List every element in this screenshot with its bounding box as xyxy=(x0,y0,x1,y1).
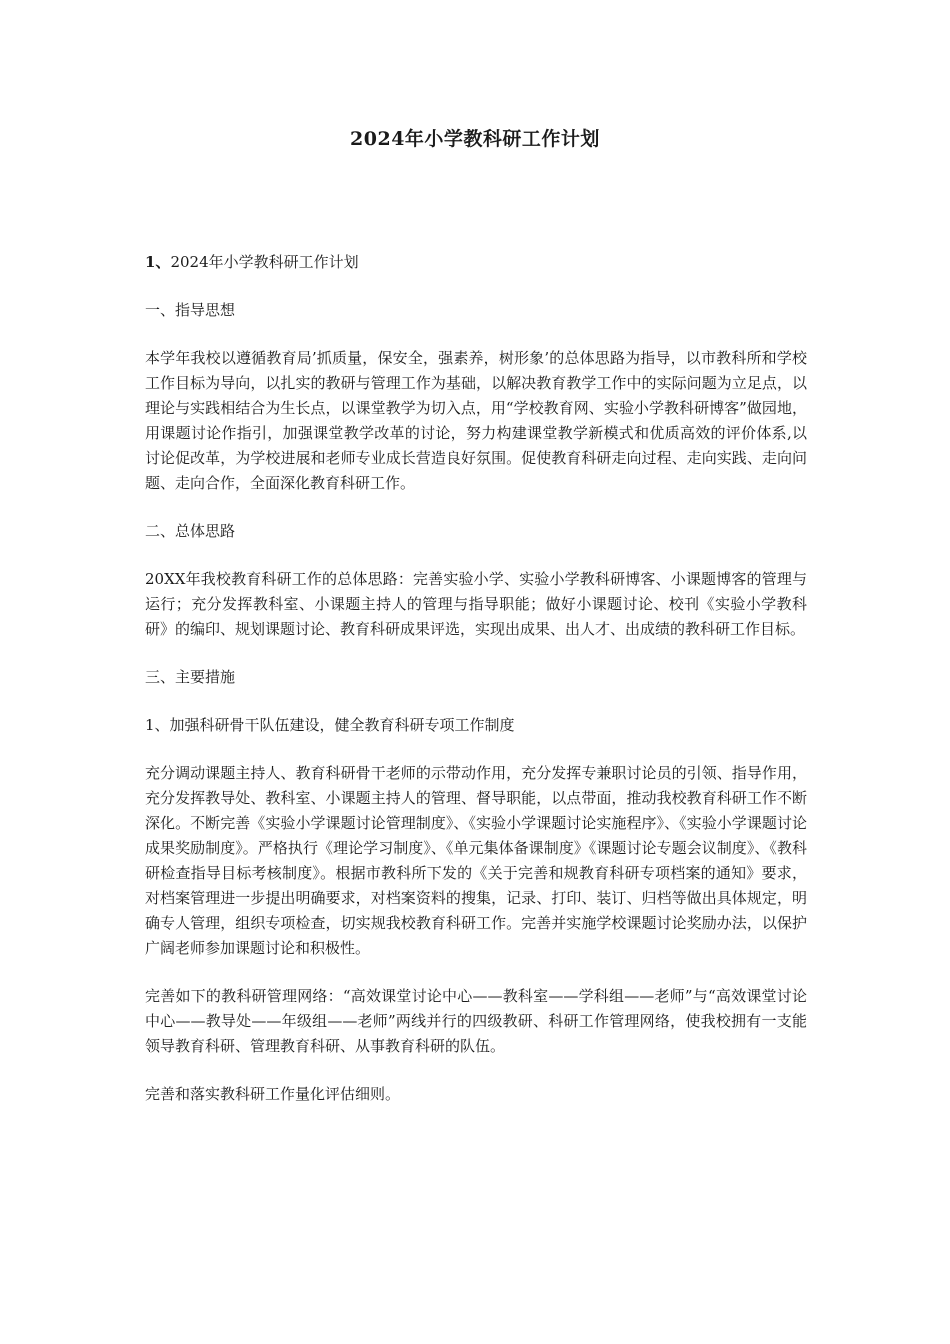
item-title: 2024年小学教科研工作计划 xyxy=(170,253,359,271)
paragraph-guiding-ideology: 本学年我校以遵循教育局’抓质量，保安全，强素养，树形象’的总体思路为指导，以市教科所和学校工作目标为导向，以扎实的教研与管理工作为基础，以解决教育教学工作中的实际问题为立足点，以理论与实践相结合为生长点，以课堂教学为切入点，用“学校教育网、实验小学教科研博客”做园地，用课题讨论作指引，加强课堂教学改革的讨论，努力构建课堂教学新模式和优质高效的评价体系,以讨论促改革，为学校进展和老师专业成长营造良好氛围。促使教育科研走向过程、走向实践、走向问题、走向合作，全面深化教育科研工作。 xyxy=(145,349,807,492)
subsection-heading-team-building: 1、加强科研骨干队伍建设，健全教育科研专项工作制度 xyxy=(145,716,515,734)
item-number: 1、 xyxy=(145,253,171,271)
item-heading xyxy=(145,250,807,275)
paragraph-management-network: 完善如下的教科研管理网络：“高效课堂讨论中心——教科室——学科组——老师”与“高效课堂讨论中心——教导处——年级组——老师”两线并行的四级教研、科研工作管理网络，使我校拥有一支能领导教育科研、管理教育科研、从事教育科研的队伍。 xyxy=(145,987,807,1055)
paragraph-evaluation-rules: 完善和落实教科研工作量化评估细则。 xyxy=(145,1085,401,1103)
section-heading-overall-approach: 二、总体思路 xyxy=(145,522,236,540)
document-body xyxy=(145,250,807,1130)
paragraph-team-building: 充分调动课题主持人、教育科研骨干老师的示带动作用，充分发挥专兼职讨论员的引领、指导作用，充分发挥教导处、教科室、小课题主持人的管理、督导职能，以点带面，推动我校教育科研工作不断深化。不断完善《实验小学课题讨论管理制度》、《实验小学课题讨论实施程序》、《实验小学课题讨论成果奖励制度》。严格执行《理论学习制度》、《单元集体备课制度》《课题讨论专题会议制度》、《教科研检查指导目标考核制度》。根据市教科所下发的《关于完善和规教育科研专项档案的通知》要求，对档案管理进一步提出明确要求，对档案资料的搜集，记录、打印、装订、归档等做出具体规定，明确专人管理，组织专项检查，切实规我校教育科研工作。完善并实施学校课题讨论奖励办法，以保护广阔老师参加课题讨论和积极性。 xyxy=(145,764,807,957)
document-title: 2024年小学教科研工作计划 xyxy=(350,128,600,150)
paragraph-overall-approach: 20XX年我校教育科研工作的总体思路：完善实验小学、实验小学教科研博客、小课题博客的管理与运行；充分发挥教科室、小课题主持人的管理与指导职能；做好小课题讨论、校刊《实验小学教科研》的编印、规划课题讨论、教育科研成果评选，实现出成果、出人才、出成绩的教科研工作目标。 xyxy=(145,570,807,638)
section-heading-main-measures: 三、主要措施 xyxy=(145,668,236,686)
section-heading-guiding-ideology: 一、指导思想 xyxy=(145,301,236,319)
